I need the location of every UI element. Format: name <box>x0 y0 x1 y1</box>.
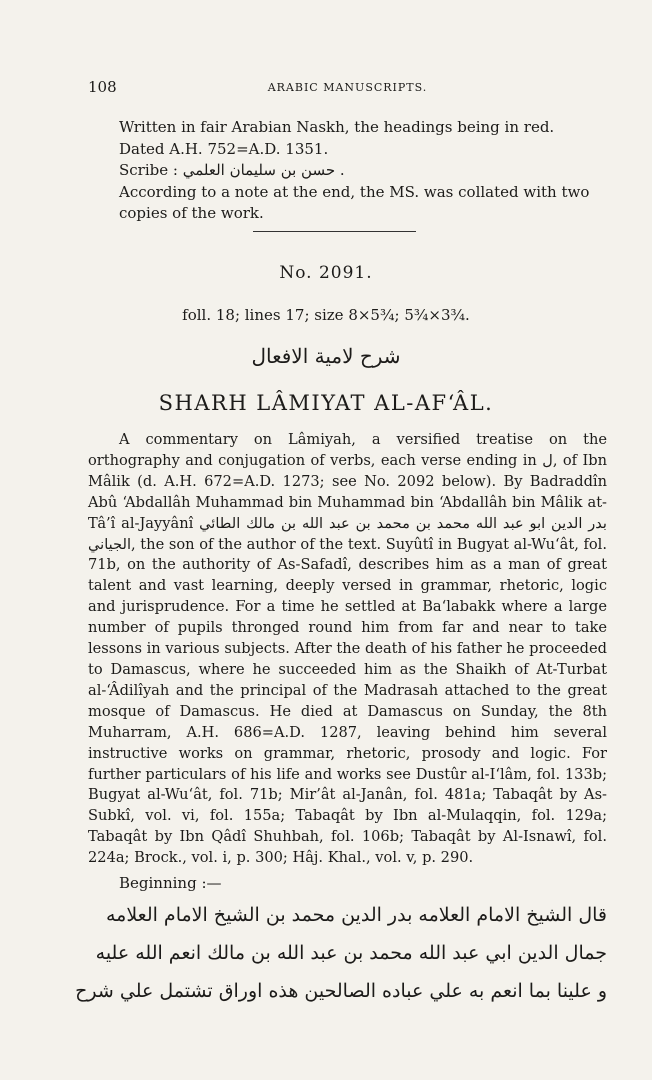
collation-note: According to a note at the end, the MS. was collated with two copies of the work. <box>119 182 590 222</box>
script-note: Written in fair Arabian Naskh, the headings being in red. <box>119 118 555 136</box>
colophon-block <box>88 117 607 225</box>
arabic-title: شرح لامية الافعال <box>251 344 401 368</box>
description-paragraph: A commentary on Lâmiyah, a versified treatise on the orthography and conjugation of verbs, each verse ending in ل, of Ibn Mâlik (d. A.H. 672=A.D. 1273; see No. 2092 below). By Badraddîn Abû ‘Abdallâh Muhammad bin Muhammad bin ‘Abdallâh bin Mâlik at-Tâ’î al-Jayyânî بدر الدين ابو عبد الله محمد بن محمد بن عبد الله بن مالك الطائي الجياني, the son of the author of the text. Suyûtî in Bugyat al-Wu‘ât, fol. 71b, on the authority of As-Safadî, describes him as a man of great talent and vast learning, deeply versed in grammar, rhetoric, logic and jurisprudence. For a time he settled at Ba‘labakk where a large number of pupils thronged round him from far and near to take lessons in various subjects. After the death of his father he proceeded to Damascus, where he succeeded him as the Shaikh of At-Turbat al-‘Âdilîyah and the principal of the Madrasah attached to the great mosque of Damascus. He died at Damascus on Sunday, the 8th Muharram, A.H. 686=A.D. 1287, leaving behind him several instructive works on grammar, rhetoric, prosody and logic. For further particulars of his life and works see Dustûr al-I‘lâm, fol. 133b; Bugyat al-Wu‘ât, fol. 71b; Mir’ât al-Janân, fol. 481a; Tabaqât by As-Subkî, vol. vi, fol. 155a; Tabaqât by Ibn al-Mulaqqin, fol. 129a; Tabaqât by Ibn Qâdî Shuhbah, fol. 106b; Tabaqât by Al-Isnawî, fol. 224a; Brock., vol. i, p. 300; Hâj. Khal., vol. v, p. 290. <box>88 431 607 867</box>
running-title: ARABIC MANUSCRIPTS. <box>267 81 428 94</box>
beginning-label: Beginning :— <box>119 874 222 892</box>
beginning-text <box>75 896 607 1010</box>
entry-number: No. 2091. <box>279 263 373 283</box>
page-number: 108 <box>88 78 117 96</box>
beginning-line: قال الشيخ الامام العلامه بدر الدين محمد بن الشيخ الامام العلامه <box>105 904 607 926</box>
entry-collation: foll. 18; lines 17; size 8×5¾; 5¾×3¾. <box>182 306 470 324</box>
divider <box>253 231 416 232</box>
description <box>88 430 607 869</box>
beginning-line: و علينا بما انعم به علي عباده الصالحين هذه اوراق تشتمل علي شرح <box>75 980 607 1002</box>
entry-title: SHARH LÂMIYAT AL-AF‘ÂL. <box>158 391 494 415</box>
scribe-note: Scribe : حسن بن سليمان العلمي . <box>119 161 345 179</box>
beginning-line: جمال الدين ابي عبد الله محمد بن عبد الله بن مالك انعم الله عليه <box>95 942 607 964</box>
page-header <box>88 78 607 98</box>
date-note: Dated A.H. 752=A.D. 1351. <box>119 139 329 158</box>
